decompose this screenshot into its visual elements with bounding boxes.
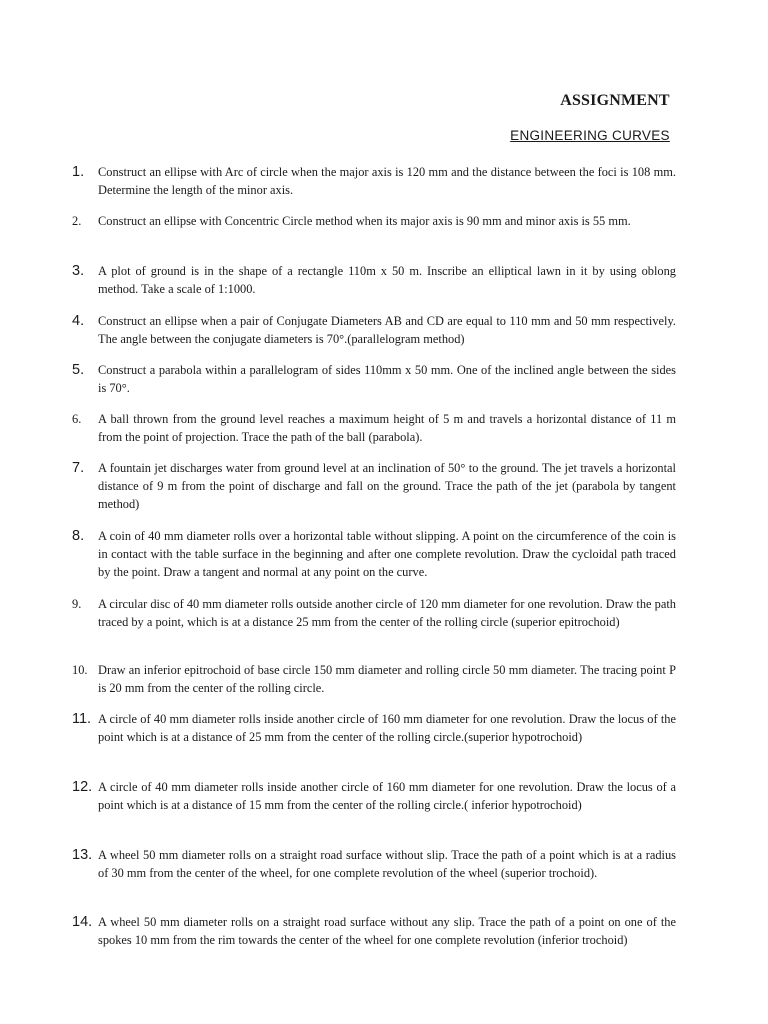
question-text: A circle of 40 mm diameter rolls inside another circle of 160 mm diameter for one revolution. Draw the locus of a point which is at a distance of 15 mm from the center of the rolling circle.( inferior hypotrochoid) — [98, 780, 676, 812]
question-text: Construct an ellipse with Arc of circle when the major axis is 120 mm and the distance between the foci is 108 mm. Determine the length of the minor axis. — [98, 165, 676, 197]
question-11 — [72, 710, 676, 746]
question-14 — [72, 913, 676, 949]
subject-heading: ENGINEERING CURVES — [510, 128, 670, 143]
question-text: A wheel 50 mm diameter rolls on a straight road surface without slip. Trace the path of a point which is at a radius of 30 mm from the center of the wheel, for one complete revolution of the wheel (superior trochoid). — [98, 848, 676, 880]
question-4 — [72, 312, 676, 348]
question-number: 12. — [72, 779, 93, 795]
question-3 — [72, 262, 676, 298]
question-number: 2. — [72, 214, 82, 228]
question-text: A circle of 40 mm diameter rolls inside another circle of 160 mm diameter for one revolution. Draw the locus of the point which is at a distance of 25 mm from the center of the rolling circle.(superior hypotrochoid) — [98, 712, 676, 744]
question-number: 11. — [72, 711, 92, 727]
question-text: A coin of 40 mm diameter rolls over a horizontal table without slipping. A point on the circumference of the coin is in contact with the table surface in the beginning and after one complete revolution. Draw the cycloidal path traced by the point. Draw a tangent and normal at any point on the curve. — [98, 529, 676, 579]
question-number: 5. — [72, 362, 85, 378]
question-1 — [72, 163, 676, 199]
question-8 — [72, 527, 676, 581]
question-number: 6. — [72, 412, 82, 426]
question-2 — [72, 212, 676, 230]
question-number: 8. — [72, 528, 85, 544]
question-12 — [72, 778, 676, 814]
question-number: 14. — [72, 914, 93, 930]
question-5 — [72, 361, 676, 397]
question-6 — [72, 410, 676, 446]
question-number: 3. — [72, 263, 85, 279]
question-9 — [72, 595, 676, 631]
question-number: 10. — [72, 663, 88, 677]
question-text: Construct an ellipse with Concentric Circle method when its major axis is 90 mm and minor axis is 55 mm. — [98, 214, 631, 228]
question-text: A fountain jet discharges water from ground level at an inclination of 50° to the ground. The jet travels a horizontal distance of 9 m from the point of discharge and fall on the ground. Trace the path of the jet (parabola by tangent method) — [98, 461, 676, 511]
question-text: A ball thrown from the ground level reaches a maximum height of 5 m and travels a horizontal distance of 11 m from the point of projection. Trace the path of the ball (parabola). — [98, 412, 676, 444]
question-text: A circular disc of 40 mm diameter rolls outside another circle of 120 mm diameter for one revolution. Draw the path traced by a point, which is at a distance 25 mm from the center of the rolling circle (superior epitrochoid) — [98, 597, 676, 629]
question-text: A wheel 50 mm diameter rolls on a straight road surface without any slip. Trace the path of a point on one of the spokes 10 mm from the rim towards the center of the wheel for one complete revolution (inferior trochoid) — [98, 915, 676, 947]
question-number: 13. — [72, 847, 93, 863]
question-number: 9. — [72, 597, 82, 611]
question-number: 4. — [72, 313, 85, 329]
question-text: Draw an inferior epitrochoid of base circle 150 mm diameter and rolling circle 50 mm diameter. The tracing point P is 20 mm from the center of the rolling circle. — [98, 663, 676, 695]
question-7 — [72, 459, 676, 513]
assignment-title: ASSIGNMENT — [560, 92, 670, 109]
question-10 — [72, 661, 676, 697]
question-number: 7. — [72, 460, 85, 476]
question-number: 1. — [72, 164, 85, 180]
question-text: Construct a parabola within a parallelogram of sides 110mm x 50 mm. One of the inclined angle between the sides is 70°. — [98, 363, 676, 395]
question-text: Construct an ellipse when a pair of Conjugate Diameters AB and CD are equal to 110 mm and 50 mm respectively. The angle between the conjugate diameters is 70°.(parallelogram method) — [98, 314, 676, 346]
question-text: A plot of ground is in the shape of a rectangle 110m x 50 m. Inscribe an elliptical lawn in it by using oblong method. Take a scale of 1:1000. — [98, 264, 676, 296]
question-13 — [72, 846, 676, 882]
